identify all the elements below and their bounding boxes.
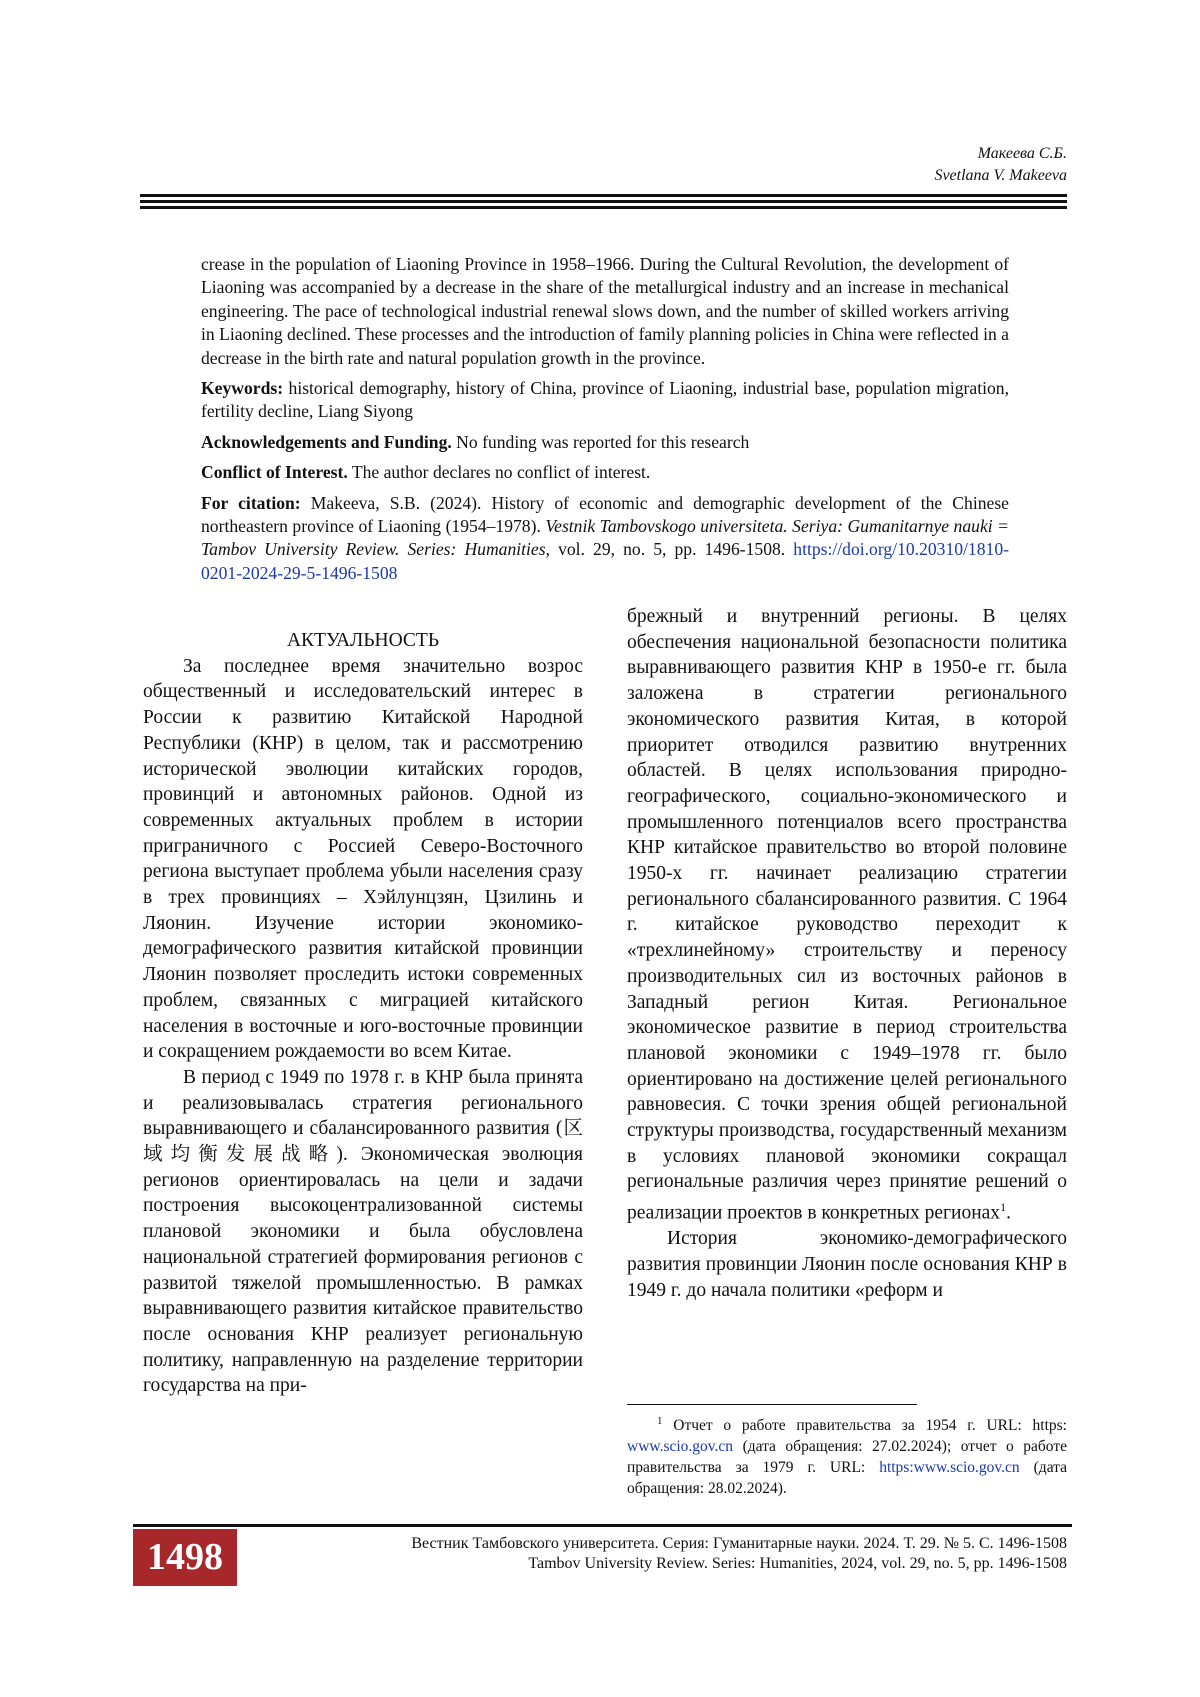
body-paragraph-3-text: брежный и внутренний регионы. В целях обеспечения национальной безопасности политика выравнивающего развития КНР в 1950-е гг. была заложена в стратегии регионального экономического развития Китая, в которой приоритет отводился развитию внутренних областей. В целях использования природно-географического, социально-экономического и промышленного потенциалов всего пространства КНР китайское правительство во второй половине 1950-х гг. начинает реализацию стратегии регионального сбалансированного развития. С 1964 г. китайское руководство переходит к «трехлинейному» строительству и переносу производительных сил из восточных районов в Западный регион Китая. Региональное экономическое развитие в период строительства плановой экономики с 1949–1978 гг. было ориентировано на достижение целей регионального равновесия. С точки зрения общей региональной структуры производства, государственный механизм в условиях плановой экономики сокращал региональные различия через принятие решений о реализации проектов в конкретных регионах <box>627 606 1067 1224</box>
page-number: 1498 <box>133 1529 237 1586</box>
funding-statement <box>201 431 1009 454</box>
left-column <box>143 628 583 1399</box>
footnote-text-1: Отчет о работе правительства за 1954 г. URL: https: <box>673 1417 1067 1435</box>
abstract-block <box>201 253 1009 592</box>
footer-rule <box>133 1524 1072 1527</box>
header-rule <box>140 194 1067 209</box>
keywords-label: Keywords: <box>201 378 284 399</box>
citation-label: For citation: <box>201 492 301 513</box>
footnote-text-2: (дата обращения: 27.02.2024); отчет о работе правительства за 1979 г. URL: <box>627 1438 1068 1477</box>
journal-info-ru: Вестник Тамбовского университета. Серия: Гуманитарные науки. 2024. Т. 29. № 5. С. 1496-1508 <box>411 1535 1067 1552</box>
journal-info-en: Tambov University Review. Series: Humanities, 2024, vol. 29, no. 5, pp. 1496-1508 <box>528 1555 1067 1572</box>
conflict-label: Conflict of Interest. <box>201 462 348 483</box>
conflict-text: The author declares no conflict of interest. <box>351 462 651 483</box>
section-heading: АКТУАЛЬНОСТЬ <box>286 630 440 651</box>
footnote-text-3: (дата обращения: 28.02.2024). <box>627 1459 1068 1498</box>
funding-text: No funding was reported for this research <box>456 431 750 452</box>
keywords-text: historical demography, history of China, province of Liaoning, industrial base, population migration, fertility decline, Liang Siyong <box>201 378 1009 422</box>
author-name-en: Svetlana V. Makeeva <box>934 167 1067 184</box>
body-paragraph-3: брежный и внутренний регионы. В целях обеспечения национальной безопасности политика выравнивающего развития КНР в 1950-е гг. была заложена в стратегии регионального экономического развития Китая, в которой приоритет отводился развитию внутренних областей. В целях использования природно-географического, социально-экономического и промышленного потенциалов всего пространства КНР китайское правительство во второй половине 1950-х гг. начинает реализацию стратегии регионального сбалансированного развития. С 1964 г. китайское руководство переходит к «трехлинейному» строительству и переносу производительных сил из восточных районов в Западный регион Китая. Региональное экономическое развитие в период строительства плановой экономики с 1949–1978 гг. было ориентировано на достижение целей регионального равновесия. С точки зрения общей региональной структуры производства, государственный механизм в условиях плановой экономики сокращал региональные различия через принятие решений о реализации проектов в конкретных регионах$^1$. <box>627 606 1067 1224</box>
footnote-link-2[interactable]: https:www.scio.gov.cn <box>879 1459 1020 1477</box>
doi-link[interactable]: https://doi.org/10.20310/1810-0201-2024-29-5-1496-1508 <box>201 539 1009 583</box>
body-paragraph-1: За последнее время значительно возрос общественный и исследовательский интерес в России к развитию Китайской Народной Республики (КНР) в целом, так и рассмотрению исторической эволюции китайских городов, провинций и автономных районов. Одной из современных актуальных проблем в истории приграничного с Россией Северо-Восточного региона выступает проблема убыли населения сразу в трех провинциях – Хэйлунцзян, Цзилинь и Ляонин. Изучение истории экономико-демографического развития китайской провинции Ляонин позволяет проследить истоки современных проблем, связанных с миграцией китайского населения в восточные и юго-восточные провинции и сокращением рождаемости во всем Китае. <box>143 655 583 1063</box>
keywords <box>201 377 1009 424</box>
journal-info <box>411 1534 1067 1574</box>
author-name-ru: Макеева С.Б. <box>977 145 1067 162</box>
running-head <box>934 143 1067 187</box>
footnote-reference[interactable]: 1 <box>1000 1200 1007 1215</box>
citation <box>201 492 1009 586</box>
funding-label: Acknowledgements and Funding. <box>201 431 452 452</box>
right-column <box>627 604 1067 1303</box>
footnote-link-1[interactable]: www.scio.gov.cn <box>627 1438 734 1456</box>
citation-pages: , vol. 29, no. 5, pp. 1496-1508. <box>545 539 786 560</box>
footnote <box>627 1411 1067 1499</box>
citation-main: Makeeva, S.B. (2024). History of economic and demographic development of the Chinese northeastern province of Liaoning (1954–1978). <box>201 492 1009 537</box>
body-paragraph-2: В период с 1949 по 1978 г. в КНР была принята и реализовывалась стратегия регионального выравнивающего и сбалансированного развития (区域均衡发展战略). Экономическая эволюция регионов ориентировалась на цели и задачи построения высокоцентрализованной системы плановой экономики и была обусловлена национальной стратегией формирования регионов с развитой тяжелой промышленностью. В рамках выравнивающего развития китайское правительство после основания КНР реализует региональную политику, направленную на разделение территории государства на при- <box>143 1066 583 1397</box>
footnote-mark: 1 <box>657 1415 663 1427</box>
body-paragraph-4: История экономико-демографического развития провинции Ляонин после основания КНР в 1949 г. до начала политики «реформ и <box>627 1228 1067 1301</box>
conflict-statement <box>201 461 1009 484</box>
abstract-text: crease in the population of Liaoning Province in 1958–1966. During the Cultural Revolution, the development of Liaoning was accompanied by a decrease in the share of the metallurgical industry and an increase in mechanical engineering. The pace of technological industrial renewal slows down, and the number of skilled workers arriving in Liaoning declined. These processes and the introduction of family planning policies in China were reflected in a decrease in the birth rate and natural population growth in the province. <box>201 254 1009 368</box>
footnote-divider <box>627 1404 917 1405</box>
citation-journal: Vestnik Tambovskogo universiteta. Seriya: Gumanitarnye nauki = Tambov University Review. Series: Humanities <box>201 516 1009 560</box>
